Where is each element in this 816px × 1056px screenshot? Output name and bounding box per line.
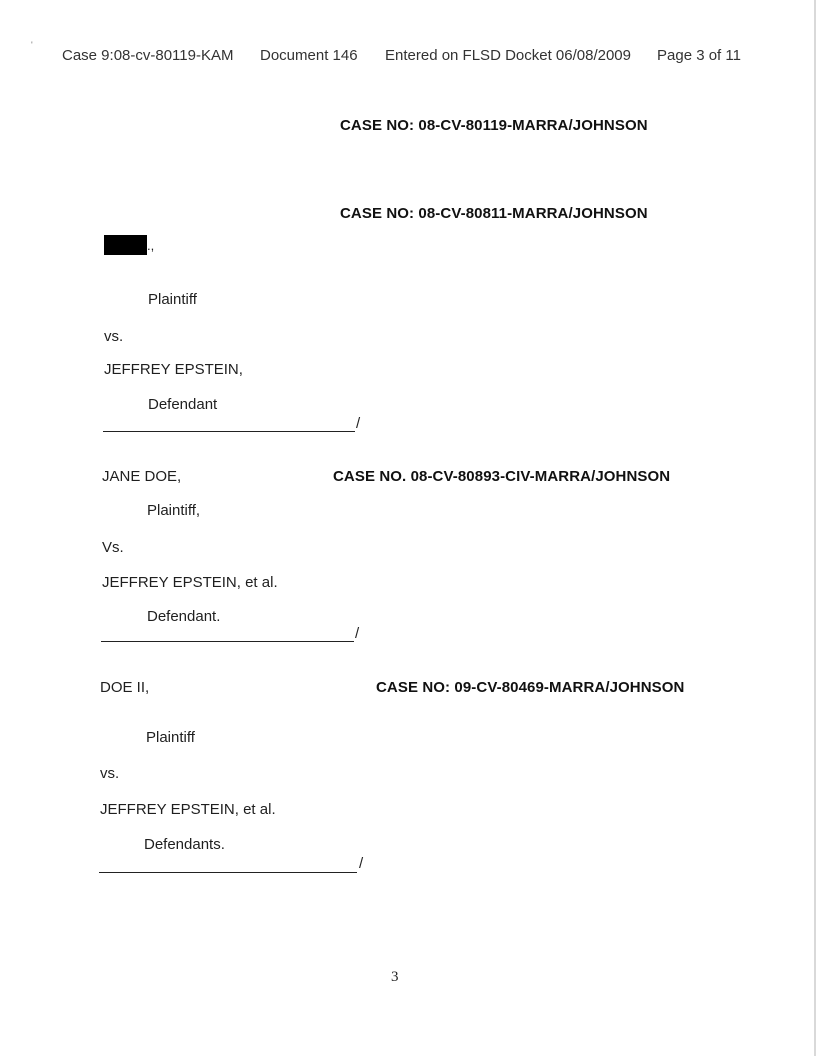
plaintiff-name: DOE II,	[100, 679, 150, 696]
header-page: Page 3 of 11	[657, 47, 741, 64]
signature-rule	[103, 431, 355, 432]
defendant-label: Defendant.	[147, 608, 221, 625]
page-number: 3	[391, 969, 399, 985]
versus-label: vs.	[100, 765, 120, 782]
plaintiff-name: JANE DOE,	[102, 468, 182, 485]
scan-mark: '	[31, 40, 33, 50]
redacted-name-suffix: .,	[147, 238, 155, 253]
plaintiff-label: Plaintiff,	[147, 502, 201, 519]
case-number-1: CASE NO: 08-CV-80119-MARRA/JOHNSON	[340, 117, 648, 134]
rule-slash: /	[356, 415, 361, 432]
versus-label: vs.	[104, 328, 124, 345]
rule-slash: /	[359, 855, 364, 872]
case-number-4: CASE NO: 09-CV-80469-MARRA/JOHNSON	[376, 679, 685, 696]
plaintiff-label: Plaintiff	[146, 729, 195, 746]
redaction-block	[104, 235, 147, 255]
defendant-name: JEFFREY EPSTEIN, et al.	[102, 574, 278, 591]
defendant-label: Defendant	[148, 396, 218, 413]
header-entered: Entered on FLSD Docket 06/08/2009	[385, 47, 631, 64]
header-document: Document 146	[260, 47, 358, 64]
versus-label: Vs.	[102, 539, 124, 556]
signature-rule	[101, 641, 354, 642]
plaintiff-label: Plaintiff	[148, 291, 197, 308]
defendant-name: JEFFREY EPSTEIN,	[104, 361, 243, 378]
defendant-label: Defendants.	[144, 836, 225, 853]
rule-slash: /	[355, 625, 360, 642]
header-case: Case 9:08-cv-80119-KAM	[62, 47, 234, 64]
case-number-2: CASE NO: 08-CV-80811-MARRA/JOHNSON	[340, 205, 648, 222]
defendant-name: JEFFREY EPSTEIN, et al.	[100, 801, 276, 818]
signature-rule	[99, 872, 357, 873]
case-number-3: CASE NO. 08-CV-80893-CIV-MARRA/JOHNSON	[333, 468, 671, 485]
